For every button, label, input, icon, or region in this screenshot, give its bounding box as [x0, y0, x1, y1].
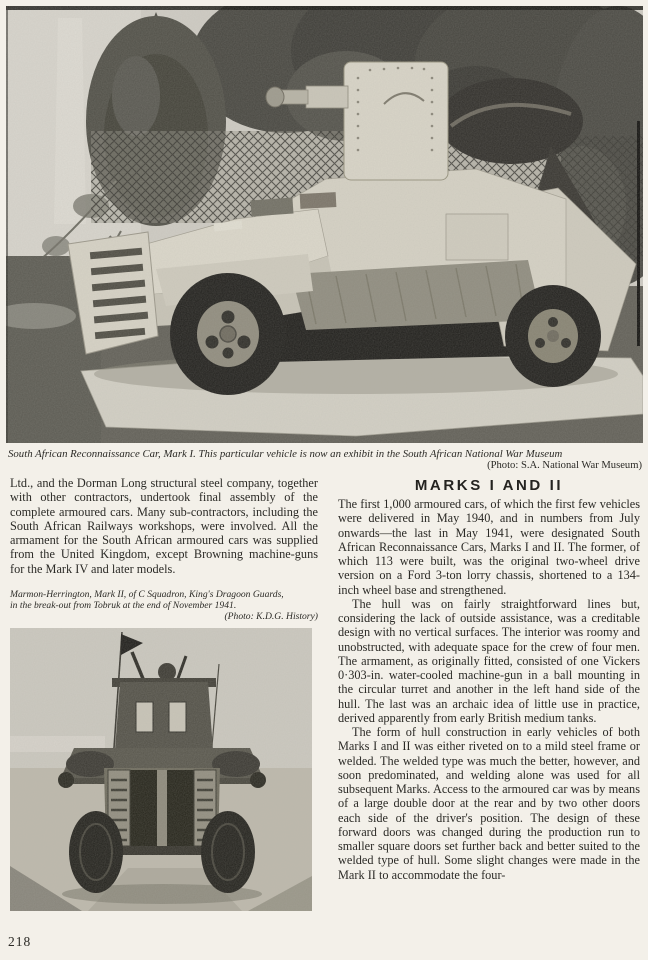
section-heading: MARKS I AND II	[414, 477, 564, 494]
top-photo-caption-text: South African Reconnaissance Car, Mark I. This particular vehicle is now an exhibit in the South African National War Museum	[8, 448, 563, 460]
right-column	[338, 476, 640, 911]
photo-mark2-tobruk	[10, 628, 312, 911]
text-columns	[10, 476, 640, 911]
page-number: 218	[8, 934, 32, 949]
bottom-photo-caption-line1: Marmon-Herrington, Mark II, of C Squadron, King's Dragoon Guards,	[10, 588, 284, 600]
armoured-car-museum-illustration	[6, 6, 643, 443]
right-column-paragraph-1: The first 1,000 armoured cars, of which the first few vehicles were delivered in May 1940, and in numbers from July onwards—the last in May 1941, were designated South African Reconnaissance Cars, Marks I and II. The former, of which 113 were built, was the original two-wheel drive version on a Ford 3-ton lorry chassis, shortened to a 134-inch wheel base and strengthened.	[338, 497, 640, 597]
bottom-photo-caption-line2: in the break-out from Tobruk at the end of November 1941.	[10, 599, 237, 611]
top-photo-credit: (Photo: S.A. National War Museum)	[487, 460, 642, 471]
left-column-paragraph: Ltd., and the Dorman Long structural steel company, together with other contractors, undertook final assembly of the complete armoured cars. Many sub-contractors, including the South African Railways workshops, were involved. All the armament for the South African armoured cars was supplied from the United Kingdom, except Browning machine-guns for the Mark IV and later models.	[10, 476, 318, 576]
right-column-paragraph-2: The hull was on fairly straightforward lines but, considering the lack of outside assistance, was a creditable design with no vertical surfaces. The interior was roomy and unobstructed, with adequate space for the crew of four men. The armament, as originally fitted, consisted of one Vickers 0·303-in. water-cooled machine-gun in a ball mounting in the circular turret and another in the left hand side of the hull. The last was an archaic idea of little use in practice, derived apparently from early British medium tanks.	[338, 596, 640, 725]
right-column-paragraph-3: The form of hull construction in early vehicles of both Marks I and II was either riveted on to a mild steel frame or welded. The welded type was much the better, however, and soon predominated, and welding alone was used for all subsequent Marks. Access to the armoured car was by means of a large double door at the rear and by two other doors each side of the driver's position. The design of these forward doors was changed during the production run to smaller square doors set further back and better suited to the welded type of hull. Some slight changes were made in the Mark II to accommodate the four-	[338, 725, 640, 882]
bottom-photo-credit: (Photo: K.D.G. History)	[224, 610, 318, 622]
bottom-photo-caption	[10, 589, 318, 622]
top-photo-caption	[8, 448, 642, 472]
armoured-car-desert-illustration	[10, 628, 312, 911]
photo-mark1-museum-exhibit	[6, 6, 643, 443]
left-column	[10, 476, 318, 911]
